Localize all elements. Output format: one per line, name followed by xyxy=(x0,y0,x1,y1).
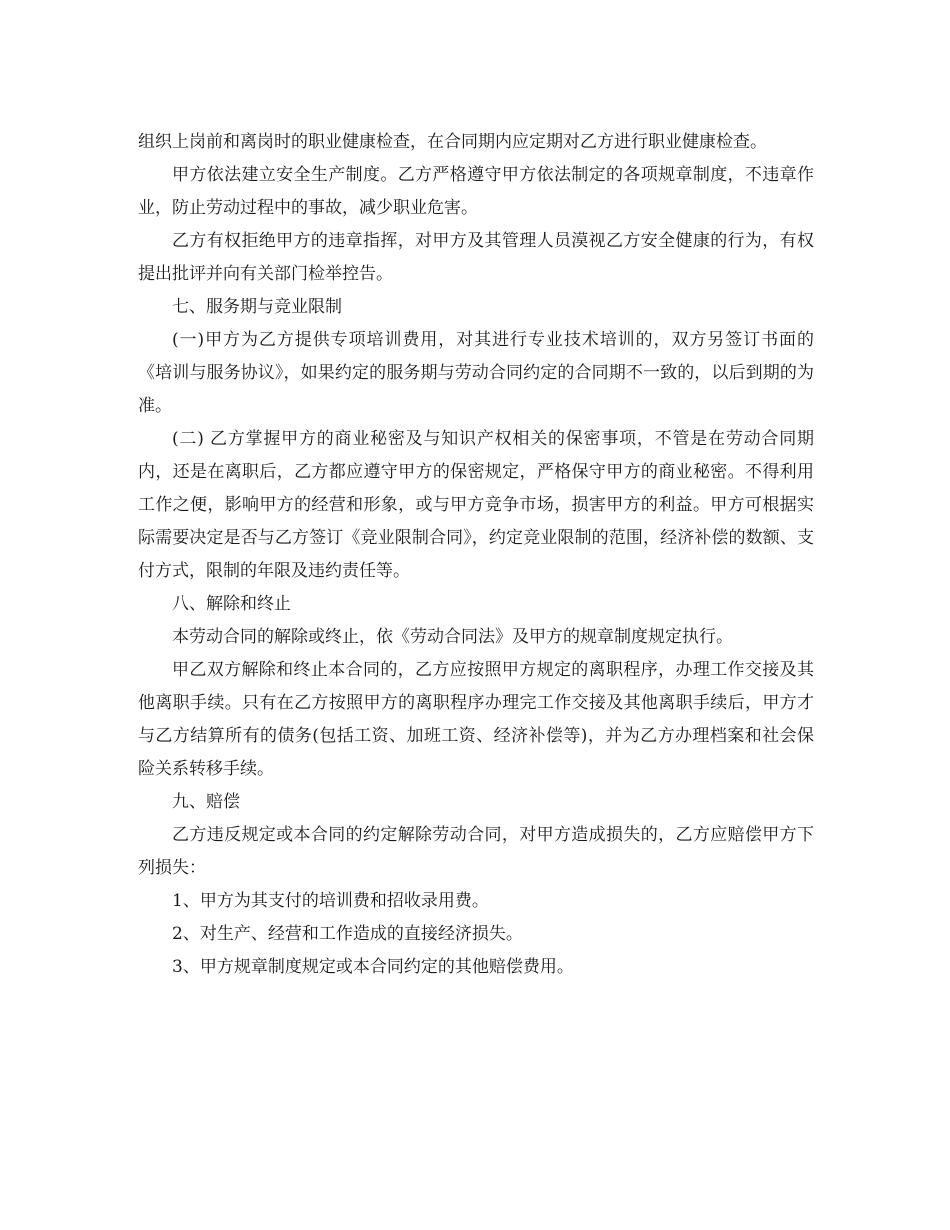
list-item-other-costs: 3、甲方规章制度规定或本合同约定的其他赔偿费用。 xyxy=(172,957,574,977)
paragraph-resignation-procedure: 甲乙双方解除和终止本合同的，乙方应按照甲方规定的离职程序，办理工作交接及其他离职手续。只有在乙方按照甲方的离职程序办理完工作交接及其他离职手续后，甲方才与乙方结算所有的债务(包括工资、加班工资、经济补偿等)，并为乙方办理档案和社会保险关系转移手续。 xyxy=(138,660,814,779)
paragraph-termination-law: 本劳动合同的解除或终止，依《劳动合同法》及甲方的规章制度规定执行。 xyxy=(172,627,733,647)
section-heading-termination: 八、解除和终止 xyxy=(172,594,291,614)
paragraph-confidentiality: (二) 乙方掌握甲方的商业秘密及与知识产权相关的保密事项，不管是在劳动合同期内，还是在离职后，乙方都应遵守甲方的保密规定，严格保守甲方的商业秘密。不得利用工作之便，影响甲方的经营和形象，或与甲方竞争市场，损害甲方的利益。甲方可根据实际需要决定是否与乙方签订《竞业限制合同》，约定竞业限制的范围，经济补偿的数额、支付方式，限制的年限及违约责任等。 xyxy=(138,429,814,581)
paragraph-right-to-refuse: 乙方有权拒绝甲方的违章指挥，对甲方及其管理人员漠视乙方安全健康的行为，有权提出批评并向有关部门检举控告。 xyxy=(138,231,814,284)
section-heading-service-period: 七、服务期与竞业限制 xyxy=(172,297,342,317)
paragraph-safety-system: 甲方依法建立安全生产制度。乙方严格遵守甲方依法制定的各项规章制度，不违章作业，防止劳动过程中的事故，减少职业危害。 xyxy=(138,165,814,218)
section-heading-compensation: 九、赔偿 xyxy=(172,792,240,812)
paragraph-health-check-continued: 组织上岗前和离岗时的职业健康检查，在合同期内应定期对乙方进行职业健康检查。 xyxy=(138,132,767,152)
document-body xyxy=(138,126,814,984)
list-item-direct-losses: 2、对生产、经营和工作造成的直接经济损失。 xyxy=(172,924,523,944)
paragraph-training-agreement: (一)甲方为乙方提供专项培训费用，对其进行专业技术培训的，双方另签订书面的《培训与服务协议》，如果约定的服务期与劳动合同约定的合同期不一致的，以后到期的为准。 xyxy=(138,330,814,416)
list-item-training-fees: 1、甲方为其支付的培训费和招收录用费。 xyxy=(172,891,489,911)
paragraph-compensation-intro: 乙方违反规定或本合同的约定解除劳动合同，对甲方造成损失的，乙方应赔偿甲方下列损失： xyxy=(138,825,814,878)
